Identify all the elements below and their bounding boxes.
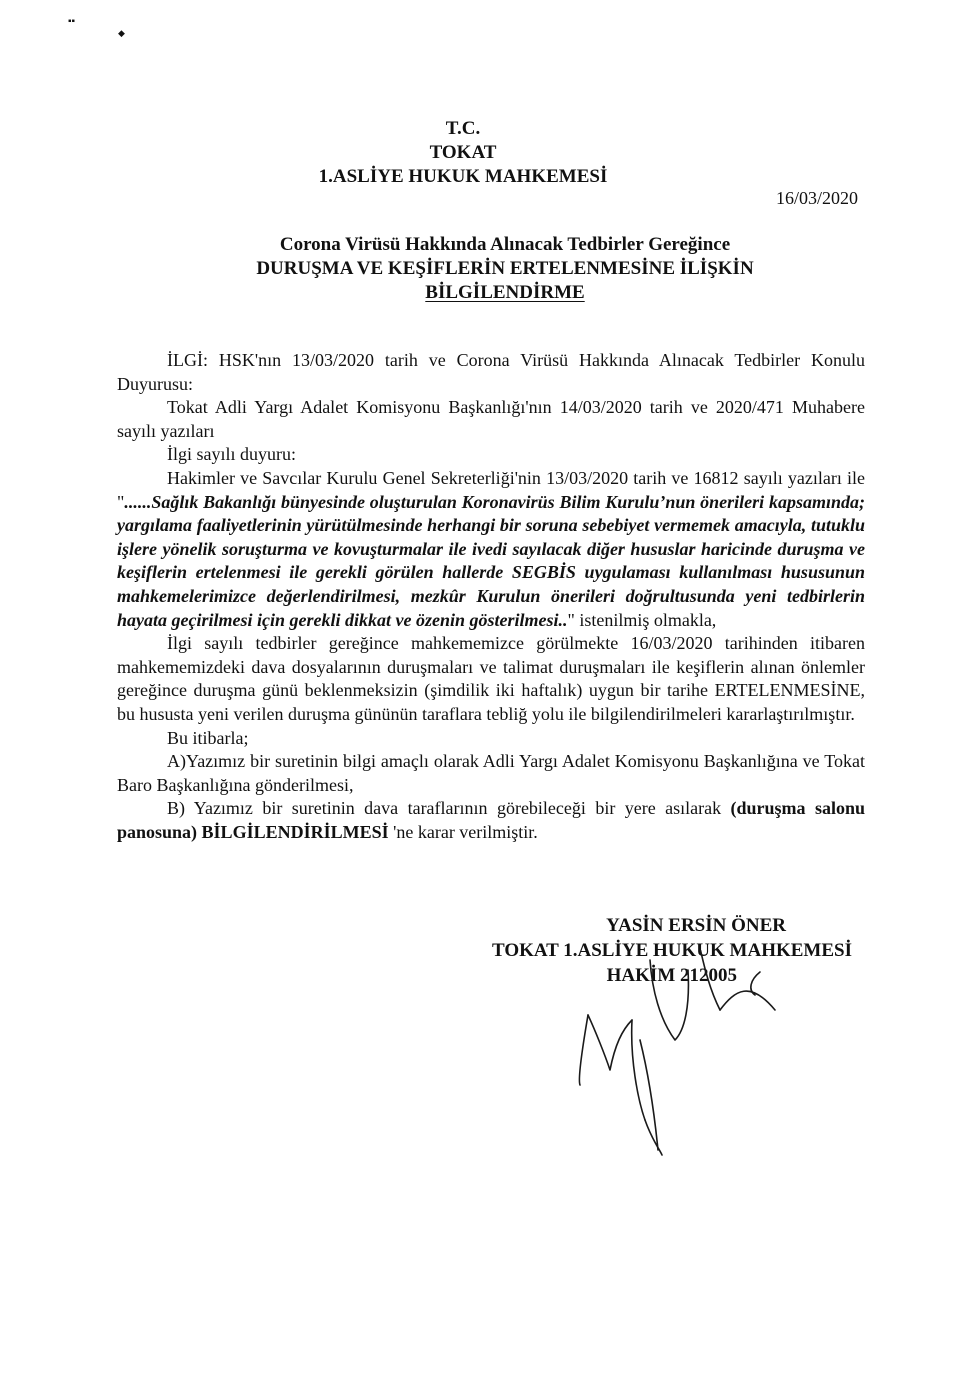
header-line-tc: T.C. [445,118,481,139]
scan-mark: ◆ [118,28,125,38]
paragraph-hsk-quote [117,467,865,632]
judge-title: HAKİM 212005 [606,965,737,986]
subject-line-3: BİLGİLENDİRME [425,282,585,303]
paragraph-item-b [117,797,865,844]
court-header [0,117,926,189]
quoted-text: ......Sağlık Bakanlığı bünyesinde oluşturulan Koronavirüs Bilim Kurulu’nun önerileri kapsamında; yargılama faaliyetlerinin yürütülmesinde herhangi bir soruna sebebiyet vermemek amacıyla, tutuklu işlere yönelik soruşturma ve kovuşturmalar ile ivedi sayılacak diğer hususlar haricinde duruşma ve keşiflerin ertelenmesi ile gerekli görülen hallerde SEGBİS uygulaması kullanılması hususunun mahkemelerimizce değerlendirilmesi, mezkûr Kurulun önerileri doğrultusunda yeni tedbirlerin hayata geçirilmesi için gerekli dikkat ve özenin gösterilmesi.. [117,491,865,630]
paragraph-bu-itibarla: Bu itibarla; [167,727,249,748]
subject-line-1: Corona Virüsü Hakkında Alınacak Tedbirler Gereğince [279,234,731,255]
quote-intro: Hakimler ve Savcılar Kurulu Genel Sekreterliği'nin 13/03/2020 tarih ve 16812 sayılı yazıları ile " [117,467,865,512]
ilgi-paragraph-1: İLGİ: HSK'nın 13/03/2020 tarih ve Corona Virüsü Hakkında Alınacak Tedbirler Konulu Duyurusu: [117,350,865,394]
handwritten-signature [560,950,790,1160]
paragraph-item-a: A)Yazımız bir suretinin bilgi amaçlı olarak Adli Yargı Adalet Komisyonu Başkanlığına ve Tokat Baro Başkanlığına gönderilmesi, [117,751,865,795]
document-subject [0,233,980,305]
judge-court: TOKAT 1.ASLİYE HUKUK MAHKEMESİ [491,940,852,961]
header-line-city: TOKAT [429,142,497,163]
item-b-bold-1: (duruşma salonu panosuna) [117,798,865,842]
ilgi-paragraph-2: Tokat Adli Yargı Adalet Komisyonu Başkanlığı'nın 14/03/2020 tarih ve 2020/471 Muhabere sayılı yazıları [117,397,865,441]
item-b-text: B) Yazımız bir suretinin dava taraflarının görebileceği bir yere asılarak [167,798,731,819]
subject-line-2: DURUŞMA VE KEŞİFLERİN ERTELENMESİNE İLİŞKİN [256,258,754,279]
quote-outro: " istenilmiş olmakla, [567,609,717,630]
item-b-bold-2: BİLGİLENDİRİLMESİ [201,821,389,842]
header-line-court: 1.ASLİYE HUKUK MAHKEMESİ [318,166,608,187]
paragraph-decision: İlgi sayılı tedbirler gereğince mahkememizce görülmekte 16/03/2020 tarihinden itibaren mahkememizdeki dava dosyalarının duruşmaları ve talimat duruşmaları ile keşiflerin alınan önlemler gereğince duruşma günü beklenmeksizin (şimdilik iki haftalık) uygun bir tarihe ERTELENMESİNE, bu hususta yeni verilen duruşma gününün taraflara tebliğ yolu ile bilgilendirilmeleri kararlaştırılmıştır. [117,633,865,724]
ilgi-duyuru-line: İlgi sayılı duyuru: [167,444,296,465]
judge-name: YASİN ERSİN ÖNER [606,915,786,936]
item-b-end: 'ne karar verilmiştir. [388,821,538,842]
document-body [117,349,865,844]
document-date: 16/03/2020 [775,188,858,208]
scan-mark: ▪▪ [68,16,76,27]
